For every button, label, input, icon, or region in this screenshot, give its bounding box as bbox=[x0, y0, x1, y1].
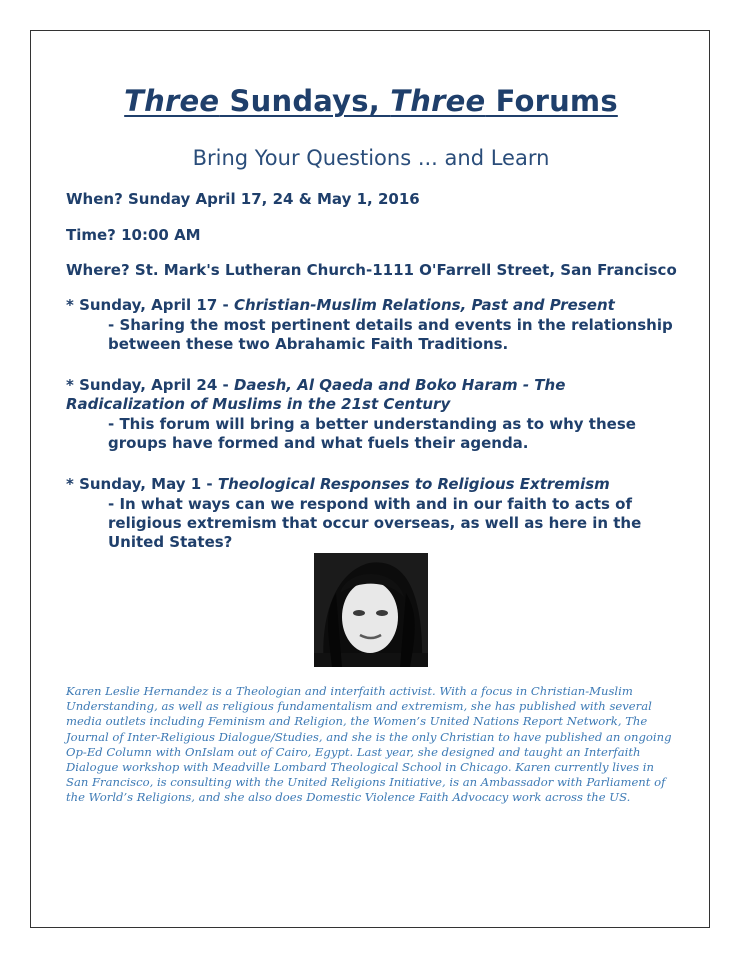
speaker-photo bbox=[314, 553, 428, 667]
portrait-image bbox=[314, 553, 428, 667]
title-sundays: Sundays, bbox=[219, 84, 391, 118]
session-april-24 bbox=[66, 376, 686, 453]
session-description: - In what ways can we respond with and in our faith to acts of religious extremism that occur overseas, as well as here in the United States? bbox=[108, 495, 642, 551]
session-date: * Sunday, May 1 - bbox=[66, 475, 218, 493]
session-topic: Theological Responses to Religious Extremism bbox=[217, 475, 610, 493]
when-line: When? Sunday April 17, 24 & May 1, 2016 bbox=[66, 190, 420, 208]
session-description: - Sharing the most pertinent details and events in the relationship between these two Abrahamic Faith Traditions. bbox=[108, 316, 673, 353]
session-topic: Christian-Muslim Relations, Past and Present bbox=[233, 296, 615, 314]
session-date: * Sunday, April 24 - bbox=[66, 376, 234, 394]
title-forums: Forums bbox=[485, 84, 618, 118]
flyer-title bbox=[0, 84, 742, 118]
session-heading bbox=[66, 475, 686, 494]
flyer-subtitle: Bring Your Questions ... and Learn bbox=[192, 146, 550, 170]
session-date: * Sunday, April 17 - bbox=[66, 296, 234, 314]
session-april-17 bbox=[66, 296, 686, 354]
where-line: Where? St. Mark's Lutheran Church-1111 O'Farrell Street, San Francisco bbox=[66, 261, 677, 279]
session-description: - This forum will bring a better understanding as to why these groups have formed and what fuels their agenda. bbox=[108, 415, 636, 452]
session-heading bbox=[66, 376, 686, 414]
speaker-bio: Karen Leslie Hernandez is a Theologian and interfaith activist. With a focus in Christian-Muslim Understanding, as well as religious fundamentalism and extremism, she has published with several media outlets including Feminism and Religion, the Women’s United Nations Report Network, The Journal of Inter-Religious Dialogue/Studies, and she is the only Christian to have published an ongoing Op-Ed Column with OnIslam out of Cairo, Egypt. Last year, she designed and taught an Interfaith Dialogue workshop with Meadville Lombard Theological School in Chicago. Karen currently lives in San Francisco, is consulting with the United Religions Initiative, is an Ambassador with Parliament of the World’s Religions, and she also does Domestic Violence Faith Advocacy work across the US. bbox=[66, 684, 672, 805]
session-may-1 bbox=[66, 475, 686, 552]
session-heading bbox=[66, 296, 686, 315]
title-italic-three-1: Three bbox=[124, 84, 220, 118]
session-topic: Daesh, Al Qaeda and Boko Haram - The Radicalization of Muslims in the 21st Century bbox=[66, 376, 566, 413]
title-italic-three-2: Three bbox=[390, 84, 486, 118]
time-line: Time? 10:00 AM bbox=[66, 226, 201, 244]
